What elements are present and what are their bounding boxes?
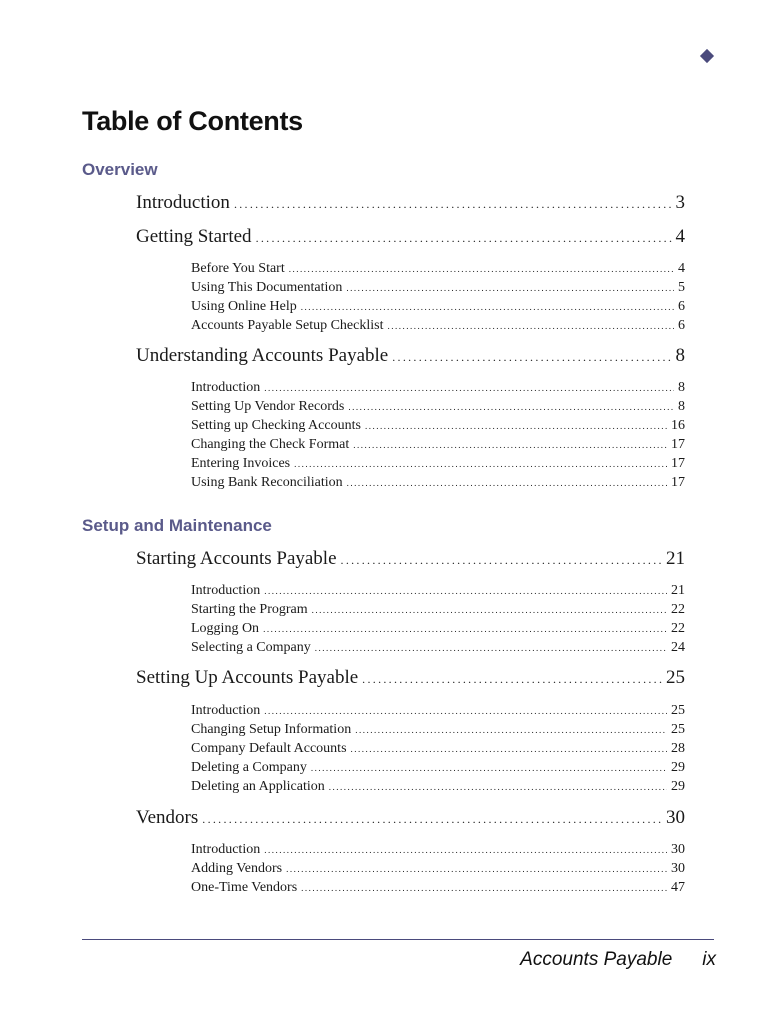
toc-subentry-page: 28 xyxy=(671,741,685,756)
toc-subentry-page: 6 xyxy=(678,299,685,314)
toc-subentry-title: Deleting a Company xyxy=(191,760,307,775)
toc-subentry[interactable] xyxy=(191,640,685,656)
toc-subentry-title: Using Online Help xyxy=(191,299,297,314)
toc-subentry-page: 25 xyxy=(671,703,685,718)
toc-subentry-page: 8 xyxy=(678,399,685,414)
toc-subentry-title: Using Bank Reconciliation xyxy=(191,475,343,490)
dot-leader xyxy=(365,421,667,431)
dot-leader xyxy=(301,883,667,893)
toc-subentry[interactable] xyxy=(191,842,685,858)
toc-entry[interactable] xyxy=(136,807,685,829)
toc-entry[interactable] xyxy=(136,192,685,214)
toc-subentry[interactable] xyxy=(191,380,685,396)
toc-subentry[interactable] xyxy=(191,760,685,776)
toc-subentry-title: Introduction xyxy=(191,380,261,395)
toc-subentry[interactable] xyxy=(191,437,685,453)
toc-entry-title: Introduction xyxy=(136,192,230,213)
dot-leader xyxy=(256,231,672,246)
dot-leader xyxy=(392,350,671,365)
section-heading-overview: Overview xyxy=(82,160,158,179)
toc-subentry[interactable] xyxy=(191,299,685,315)
toc-subentry-title: Setting up Checking Accounts xyxy=(191,418,361,433)
toc-subentry-page: 5 xyxy=(678,280,685,295)
toc-subentry-page: 24 xyxy=(671,640,685,655)
toc-subentry-page: 6 xyxy=(678,318,685,333)
footer xyxy=(520,949,716,971)
toc-subentry[interactable] xyxy=(191,475,685,491)
dot-leader xyxy=(387,321,674,331)
dot-leader xyxy=(263,624,667,634)
dot-leader xyxy=(264,383,674,393)
toc-subentry[interactable] xyxy=(191,703,685,719)
toc-subentry-title: Logging On xyxy=(191,621,260,636)
toc-entry[interactable] xyxy=(136,345,685,367)
toc-entry-page: 4 xyxy=(675,226,685,247)
toc-entry[interactable] xyxy=(136,548,685,570)
toc-subentry[interactable] xyxy=(191,621,685,637)
toc-entry-title: Setting Up Accounts Payable xyxy=(136,667,359,688)
toc-entry-page: 8 xyxy=(675,345,685,366)
toc-entry[interactable] xyxy=(136,226,685,248)
dot-leader xyxy=(329,782,667,792)
toc-subentry-page: 4 xyxy=(678,261,685,276)
toc-subentry[interactable] xyxy=(191,318,685,334)
toc-subentry-title: Introduction xyxy=(191,583,261,598)
toc-entry-page: 30 xyxy=(666,807,685,828)
dot-leader xyxy=(355,725,667,735)
toc-entry-page: 25 xyxy=(666,667,685,688)
dot-leader xyxy=(362,672,662,687)
dot-leader xyxy=(341,553,662,568)
footer-rule xyxy=(82,939,714,940)
toc-subentry-page: 30 xyxy=(671,861,685,876)
toc-subentry[interactable] xyxy=(191,399,685,415)
toc-subentry-page: 8 xyxy=(678,380,685,395)
toc-subentry[interactable] xyxy=(191,280,685,296)
toc-subentry-title: Accounts Payable Setup Checklist xyxy=(191,318,384,333)
toc-subentry-title: Starting the Program xyxy=(191,602,308,617)
dot-leader xyxy=(264,706,667,716)
toc-subentry[interactable] xyxy=(191,779,685,795)
toc-subentry-title: Company Default Accounts xyxy=(191,741,347,756)
dot-leader xyxy=(353,440,667,450)
toc-entry-title: Vendors xyxy=(136,807,199,828)
toc-entry-page: 3 xyxy=(675,192,685,213)
dot-leader xyxy=(311,763,667,773)
dot-leader xyxy=(234,197,672,212)
toc-subentry-title: Introduction xyxy=(191,703,261,718)
toc-subentry-title: Before You Start xyxy=(191,261,285,276)
toc-subentry[interactable] xyxy=(191,418,685,434)
toc-subentry[interactable] xyxy=(191,861,685,877)
toc-entry-page: 21 xyxy=(666,548,685,569)
toc-subentry-title: Entering Invoices xyxy=(191,456,291,471)
toc-entry-title: Starting Accounts Payable xyxy=(136,548,337,569)
toc-subentry-page: 29 xyxy=(671,760,685,775)
toc-subentry-title: Changing the Check Format xyxy=(191,437,350,452)
toc-subentry-title: Adding Vendors xyxy=(191,861,283,876)
toc-subentry[interactable] xyxy=(191,880,685,896)
toc-subentry-page: 47 xyxy=(671,880,685,895)
toc-entry-title: Getting Started xyxy=(136,226,252,247)
toc-subentry-page: 21 xyxy=(671,583,685,598)
dot-leader xyxy=(312,605,667,615)
dot-leader xyxy=(289,264,674,274)
toc-subentry[interactable] xyxy=(191,261,685,277)
footer-book-title: Accounts Payable xyxy=(520,949,673,970)
dot-leader xyxy=(301,302,674,312)
toc-subentry[interactable] xyxy=(191,722,685,738)
dot-leader xyxy=(346,283,674,293)
page-title: Table of Contents xyxy=(82,106,303,136)
dot-leader xyxy=(348,402,674,412)
toc-subentry-title: Introduction xyxy=(191,842,261,857)
toc-subentry[interactable] xyxy=(191,583,685,599)
dot-leader xyxy=(315,643,667,653)
dot-leader xyxy=(264,586,667,596)
diamond-icon xyxy=(700,49,714,63)
toc-subentry[interactable] xyxy=(191,456,685,472)
toc-subentry-title: Using This Documentation xyxy=(191,280,343,295)
toc-subentry-title: Selecting a Company xyxy=(191,640,311,655)
dot-leader xyxy=(351,744,667,754)
toc-subentry-page: 25 xyxy=(671,722,685,737)
toc-subentry-title: Changing Setup Information xyxy=(191,722,352,737)
toc-subentry-page: 29 xyxy=(671,779,685,794)
toc-subentry-title: One-Time Vendors xyxy=(191,880,298,895)
toc-subentry-page: 17 xyxy=(671,456,685,471)
toc-subentry[interactable] xyxy=(191,741,685,757)
toc-subentry-page: 17 xyxy=(671,475,685,490)
toc-subentry-title: Deleting an Application xyxy=(191,779,325,794)
section-heading-setup-and-maintenance: Setup and Maintenance xyxy=(82,516,272,535)
dot-leader xyxy=(286,864,667,874)
dot-leader xyxy=(294,459,667,469)
dot-leader xyxy=(347,478,667,488)
toc-entry-title: Understanding Accounts Payable xyxy=(136,345,389,366)
toc-subentry-page: 17 xyxy=(671,437,685,452)
dot-leader xyxy=(202,812,662,827)
toc-subentry-page: 16 xyxy=(671,418,685,433)
toc-subentry-page: 30 xyxy=(671,842,685,857)
toc-entry[interactable] xyxy=(136,667,685,689)
dot-leader xyxy=(264,845,667,855)
toc-subentry-page: 22 xyxy=(671,621,685,636)
toc-subentry[interactable] xyxy=(191,602,685,618)
toc-subentry-page: 22 xyxy=(671,602,685,617)
page-folio: ix xyxy=(702,949,716,970)
toc-subentry-title: Setting Up Vendor Records xyxy=(191,399,345,414)
